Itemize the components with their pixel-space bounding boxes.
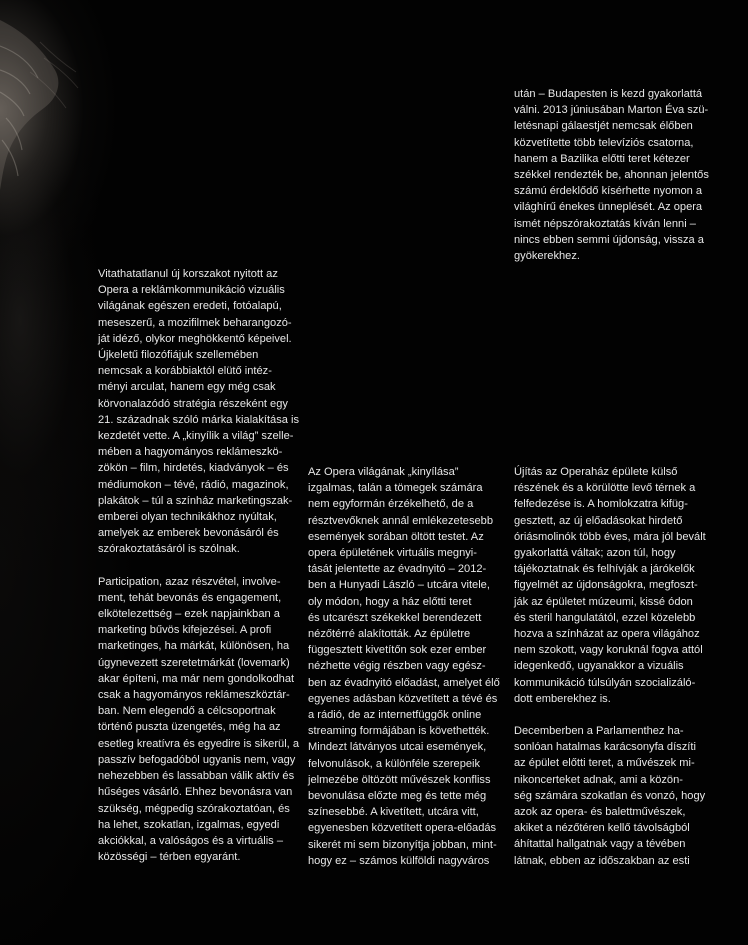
text-line: ha lehet, szokatlan, izgalmas, egyedi	[98, 818, 280, 831]
text-line: történő puszta üzengetés, még ha az	[98, 721, 281, 734]
text-line: gyökerekhez.	[514, 250, 580, 263]
text-line: oly módon, hogy a ház előtti teret	[308, 595, 472, 608]
text-line: opera épületének virtuális megnyi-	[308, 547, 477, 560]
paragraph-facade	[514, 464, 719, 707]
text-line: passzív befogadóból ugyanis nem, vagy	[98, 753, 296, 766]
text-line: letésnapi gálaestjét nemcsak élőben	[514, 120, 693, 133]
paragraph-participation	[98, 574, 303, 866]
text-line: csak a hagyományos reklámeszköztár-	[98, 689, 290, 702]
text-line: sonlóan hatalmas karácsonyfa díszíti	[514, 741, 696, 754]
text-line: kezdetét vette. A „kinyílik a világ” szelle-	[98, 430, 294, 443]
text-line: részének és a körülötte levő térnek a	[514, 482, 696, 495]
text-line: világhírű énekes ünneplését. Az opera	[514, 201, 703, 214]
text-line: Participation, azaz részvétel, involve-	[98, 575, 281, 588]
text-line: akiket a nézőtéren kellő távolságból	[514, 822, 690, 835]
text-line: nézőtérré alakították. Az épületre	[308, 628, 471, 641]
text-line: nem szokott, vagy koruknál fogva attól	[514, 644, 703, 657]
text-line: egyenes adásban közvetített a tévé és	[308, 692, 498, 705]
text-line: nikoncerteket adnak, ami a közön-	[514, 773, 683, 786]
text-line: ben a Hunyadi László – utcára vitele,	[308, 579, 490, 592]
text-line: nézhette végig részben vagy egész-	[308, 660, 486, 673]
text-line: mében a hagyományos reklámeszkö-	[98, 446, 283, 459]
text-line: Vitathatatlanul új korszakot nyitott az	[98, 268, 278, 280]
portrait-hair-image	[0, 0, 120, 300]
text-line: ják az épületet múzeumi, kissé ódon	[514, 595, 693, 608]
text-line: meseszerű, a mozifilmek beharangozó-	[98, 316, 292, 329]
text-line: egyenesben közvetített opera-előadás	[308, 822, 497, 835]
text-line: óriásmolinók több éves, mára jól bevált	[514, 530, 706, 543]
text-line: szükség, mégpedig szórakoztatóan, és	[98, 802, 290, 815]
text-line: után – Budapesten is kezd gyakorlattá	[514, 88, 703, 100]
text-line: események sorában öltött testet. Az	[308, 530, 484, 543]
text-line: dott emberekhez is.	[514, 692, 611, 705]
text-line: körvonalazódó stratégia részeként egy	[98, 397, 288, 410]
paragraph-budapest	[514, 86, 719, 264]
text-line: Mindezt látványos utcai események,	[308, 741, 487, 754]
text-line: székkel rendezték be, ahonnan jelentős	[514, 169, 709, 182]
text-line: színesebbé. A kivetített, utcára vitt,	[308, 806, 479, 819]
text-line: ményi arculat, hanem egy még csak	[98, 381, 276, 394]
text-line: Újítás az Operaház épülete külső	[514, 466, 678, 478]
text-line: hűséges vásárló. Ehhez bevonásra van	[98, 786, 293, 799]
text-line: szórakoztatásáról is szólnak.	[98, 543, 240, 556]
text-line: és steril hangulatától, ezzel közelebb	[514, 611, 696, 624]
text-line: látnak, ebben az időszakban az esti	[514, 854, 690, 867]
text-line: nem egyformán érzékelhető, de a	[308, 498, 474, 511]
text-line: bevonulása előzte meg és tette még	[308, 790, 487, 803]
text-line: Opera a reklámkommunikáció vizuális	[98, 284, 285, 297]
text-line: médiumokon – tévé, rádió, magazinok,	[98, 478, 289, 491]
text-line: marketinges, ha márkát, különösen, ha	[98, 640, 290, 653]
text-line: felfedezése is. A homlokzatra kifüg-	[514, 498, 688, 511]
text-column-2	[308, 464, 508, 885]
text-line: és utcarészt székekkel berendezett	[308, 611, 482, 624]
text-line: válni. 2013 júniusában Marton Éva szü-	[514, 104, 709, 117]
text-line: tájékoztatnak és felhívják a járókelők	[514, 563, 695, 576]
text-line: elkötelezettség – ezek napjainkban a	[98, 608, 280, 621]
text-line: amelyek az emberek bevonásáról és	[98, 527, 279, 540]
text-line: felvonulások, a különféle szerepeik	[308, 757, 481, 770]
text-line: az épület előtti teret, a művészek mi-	[514, 757, 695, 770]
text-line: ismét népszórakoztatás kíván lenni –	[514, 217, 696, 230]
paragraph-december	[514, 723, 719, 869]
text-line: ban. Nem elegendő a célcsoportnak	[98, 705, 276, 718]
text-line: ment, tehát bevonás és engagement,	[98, 591, 282, 604]
text-line: közösségi – térben egyaránt.	[98, 851, 241, 864]
text-line: gesztett, az új előadásokat hirdető	[514, 514, 683, 527]
text-line: hozva a színházat az opera világához	[514, 628, 700, 641]
text-line: marketing bűvös kifejezései. A profi	[98, 624, 272, 637]
text-line: nincs ebben semmi újdonság, vissza a	[514, 233, 704, 246]
text-line: figyelmét az újdonságokra, megfoszt-	[514, 579, 698, 592]
text-line: Decemberben a Parlamenthez ha-	[514, 725, 684, 738]
text-line: úgynevezett szeretetmárkát (lovemark)	[98, 656, 290, 669]
text-line: plakátok – túl a színház marketingszak-	[98, 494, 293, 507]
text-line: résztvevőknek annál emlékezetesebb	[308, 514, 494, 527]
text-line: azok az opera- és balettművészek,	[514, 806, 686, 819]
text-line: közvetítette több televíziós csatorna,	[514, 136, 694, 149]
text-line: idegenkedő, ugyanakkor a vizuális	[514, 660, 684, 673]
text-line: akciókkal, a valóságos és a virtuális –	[98, 834, 283, 847]
text-line: 21. századnak szóló márka kialakítása is	[98, 413, 300, 426]
text-column-3	[514, 86, 719, 280]
text-line: számú érdeklődő kísérhette nyomon a	[514, 185, 703, 198]
text-line: jelmezébe öltözött művészek konfliss	[308, 773, 491, 786]
text-line: ben az évadnyitó előadást, amelyet élő	[308, 676, 500, 689]
text-line: hogy ez – számos külföldi nagyváros	[308, 854, 490, 867]
paragraph-intro	[98, 266, 303, 558]
text-line: Az Opera világának „kinyílása”	[308, 466, 459, 478]
text-line: streaming formájában is követhették.	[308, 725, 490, 738]
text-line: nemcsak a korábbiaktól elütő intéz-	[98, 365, 272, 378]
text-line: hanem a Bazilika előtti teret kétezer	[514, 152, 690, 165]
text-line: a rádió, de az internetfüggők online	[308, 709, 482, 722]
text-line: gyakorlattá váltak; azon túl, hogy	[514, 547, 676, 560]
text-line: emberei olyan technikákhoz nyúltak,	[98, 511, 277, 524]
text-line: ját idéző, olykor meghökkentő képeivel.	[98, 332, 292, 345]
text-line: Újkeletű filozófiájuk szellemében	[98, 349, 259, 362]
paragraph-opera-opening	[308, 464, 508, 869]
text-column-1	[98, 266, 303, 881]
text-line: izgalmas, talán a tömegek számára	[308, 482, 483, 495]
text-line: áhítattal hallgatnak vagy a tévében	[514, 838, 686, 851]
text-line: függesztett kivetítőn sok ezer ember	[308, 644, 487, 657]
text-line: zökön – film, hirdetés, kiadványok – és	[98, 462, 289, 475]
text-line: nehezebben és lassabban válik aktív és	[98, 770, 295, 783]
text-line: esetleg kreatívra és egyedire is sikerül, a	[98, 737, 300, 750]
text-column-4	[514, 464, 719, 885]
text-line: világának egészen eredeti, fotóalapú,	[98, 300, 282, 313]
text-line: ség számára szokatlan és vonzó, hogy	[514, 789, 706, 802]
text-line: tását jelentette az évadnyitó – 2012-	[308, 563, 487, 576]
text-line: akar építeni, ma már nem gondolkodhat	[98, 672, 295, 685]
text-line: sikerét mi sem bizonyítja jobban, mint-	[308, 838, 497, 851]
text-line: kommunikáció túlsúlyán szocializáló-	[514, 676, 696, 689]
